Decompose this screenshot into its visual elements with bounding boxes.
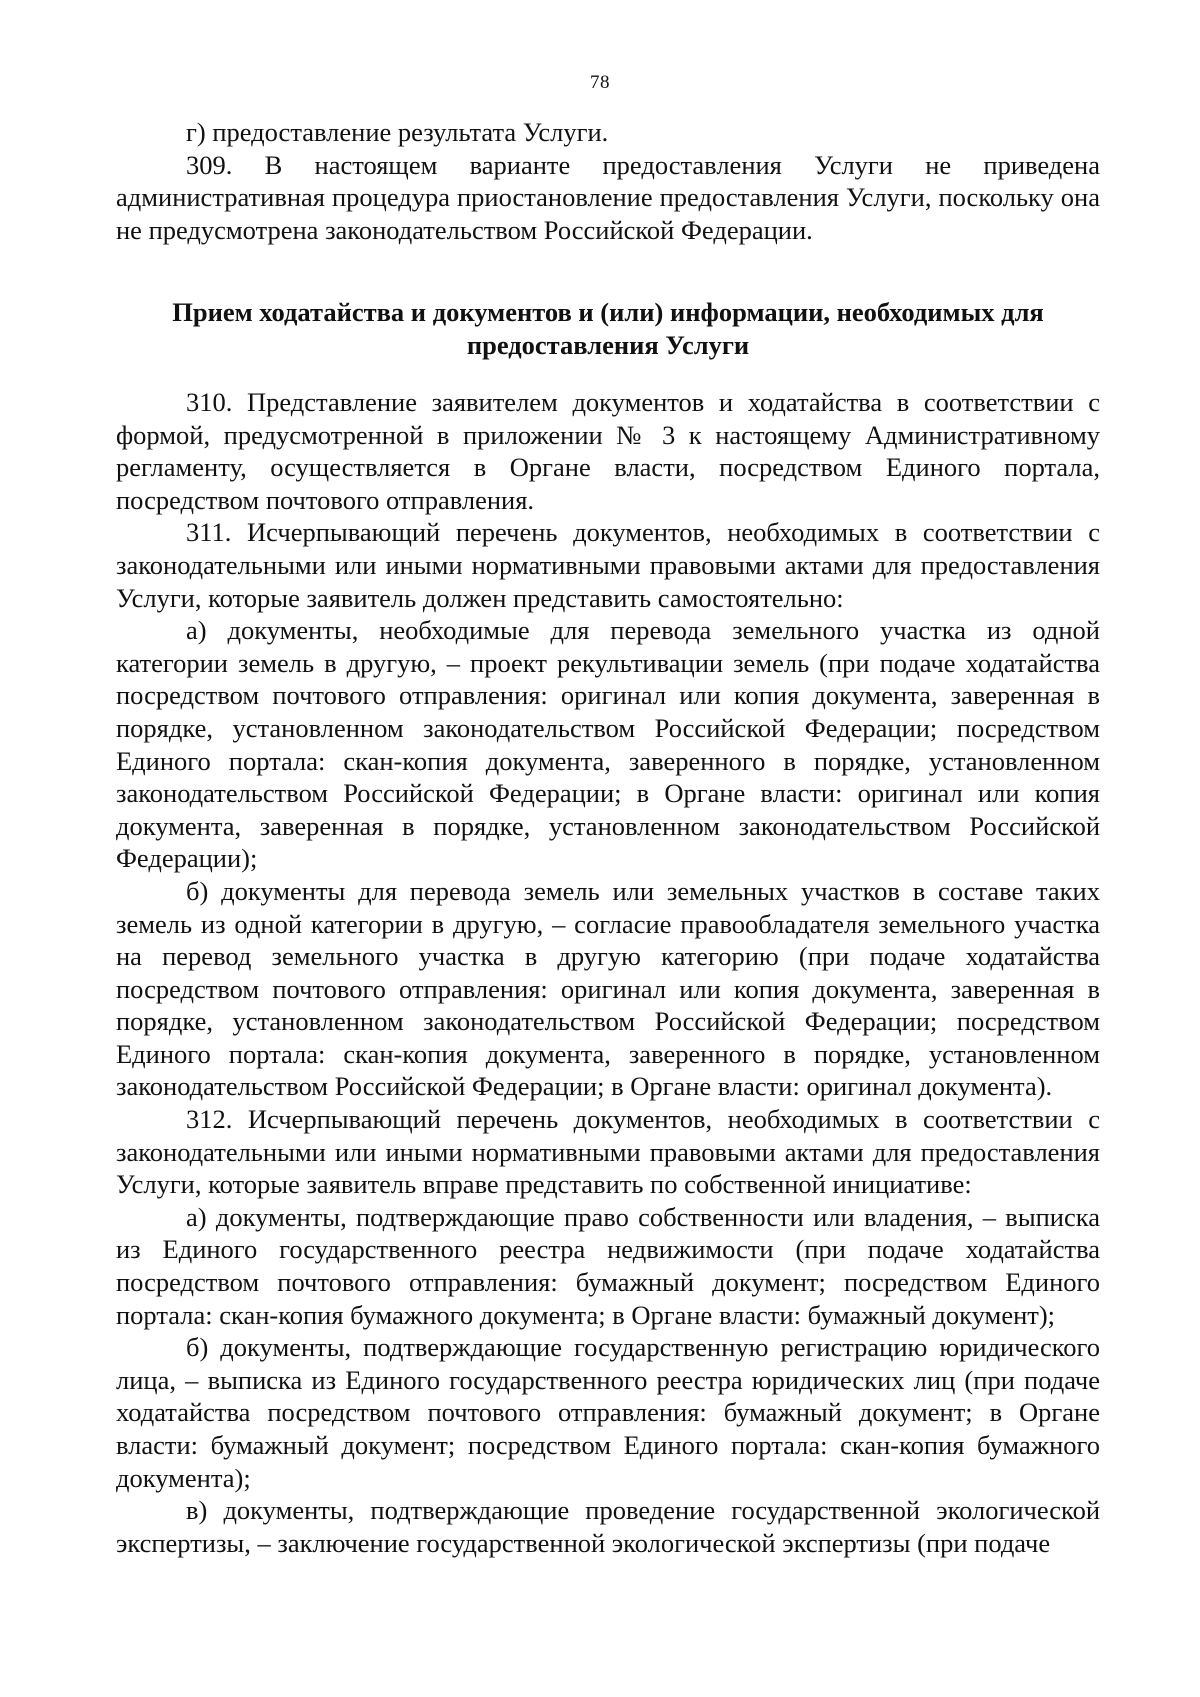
paragraph-311-b: б) документы для перевода земель или земельных участков в составе таких земель из одной категории в другую, – согласие правообладателя земельного участка на перевод земельного участка в другую категорию (при подаче ходатайства посредством почтового отправления: оригинал или копия документа, заверенная в порядке, установленном законодательством Российской Федерации; посредством Единого портала: скан-копия документа, заверенного в порядке, установленном законодательством Российской Федерации; в Органе власти: оригинал документа). <box>116 875 1100 1102</box>
main-text-block <box>116 386 1100 1559</box>
paragraph-312: 312. Исчерпывающий перечень документов, необходимых в соответствии с законодательными или иными нормативными правовыми актами для предоставления Услуги, которые заявитель вправе представить по собственной инициативе: <box>116 1104 1100 1200</box>
paragraph-311: 311. Исчерпывающий перечень документов, необходимых в соответствии с законодательными или иными нормативными правовыми актами для предоставления Услуги, которые заявитель должен представить самостоятельно: <box>116 517 1100 613</box>
paragraph-312-a: а) документы, подтверждающие право собственности или владения, – выписка из Единого государственного реестра недвижимости (при подаче ходатайства посредством почтового отправления: бумажный документ; посредством Единого портала: скан-копия бумажного документа; в Органе власти: бумажный документ); <box>116 1201 1100 1330</box>
paragraph-310: 310. Представление заявителем документов и ходатайства в соответствии с формой, предусмотренной в приложении № 3 к настоящему Административному регламенту, осуществляется в Органе власти, посредством Единого портала, посредством почтового отправления. <box>116 387 1100 515</box>
section-heading <box>116 296 1100 361</box>
paragraph-309: 309. В настоящем варианте предоставления Услуги не приведена административная процедура приостановление предоставления Услуги, поскольку она не предусмотрена законодательством Российской Федерации. <box>116 149 1100 245</box>
paragraph-312-b: б) документы, подтверждающие государственную регистрацию юридического лица, – выписка из Единого государственного реестра юридических лиц (при подаче ходатайства посредством почтового отправления: бумажный документ; в Органе власти: бумажный документ; посредством Единого портала: скан-копия бумажного документа); <box>116 1332 1100 1493</box>
paragraph-312-v: в) документы, подтверждающие проведение государственной экологической экспертизы, – заключение государственной экологической экспертизы (при подаче <box>116 1495 1100 1558</box>
top-text-block <box>116 116 1100 246</box>
paragraph-result-item: г) предоставление результата Услуги. <box>186 117 609 147</box>
page-number: 78 <box>590 72 610 93</box>
paragraph-311-a: а) документы, необходимые для перевода земельного участка из одной категории земель в другую, – проект рекультивации земель (при подаче ходатайства посредством почтового отправления: оригинал или копия документа, заверенная в порядке, установленном законодательством Российской Федерации; посредством Единого портала: скан-копия документа, заверенного в порядке, установленном законодательством Российской Федерации; в Органе власти: оригинал или копия документа, заверенная в порядке, установленном законодательством Российской Федерации); <box>116 615 1100 874</box>
section-heading-line-2: предоставления Услуги <box>466 329 750 360</box>
section-heading-line-1: Прием ходатайства и документов и (или) информации, необходимых для <box>172 297 1044 327</box>
